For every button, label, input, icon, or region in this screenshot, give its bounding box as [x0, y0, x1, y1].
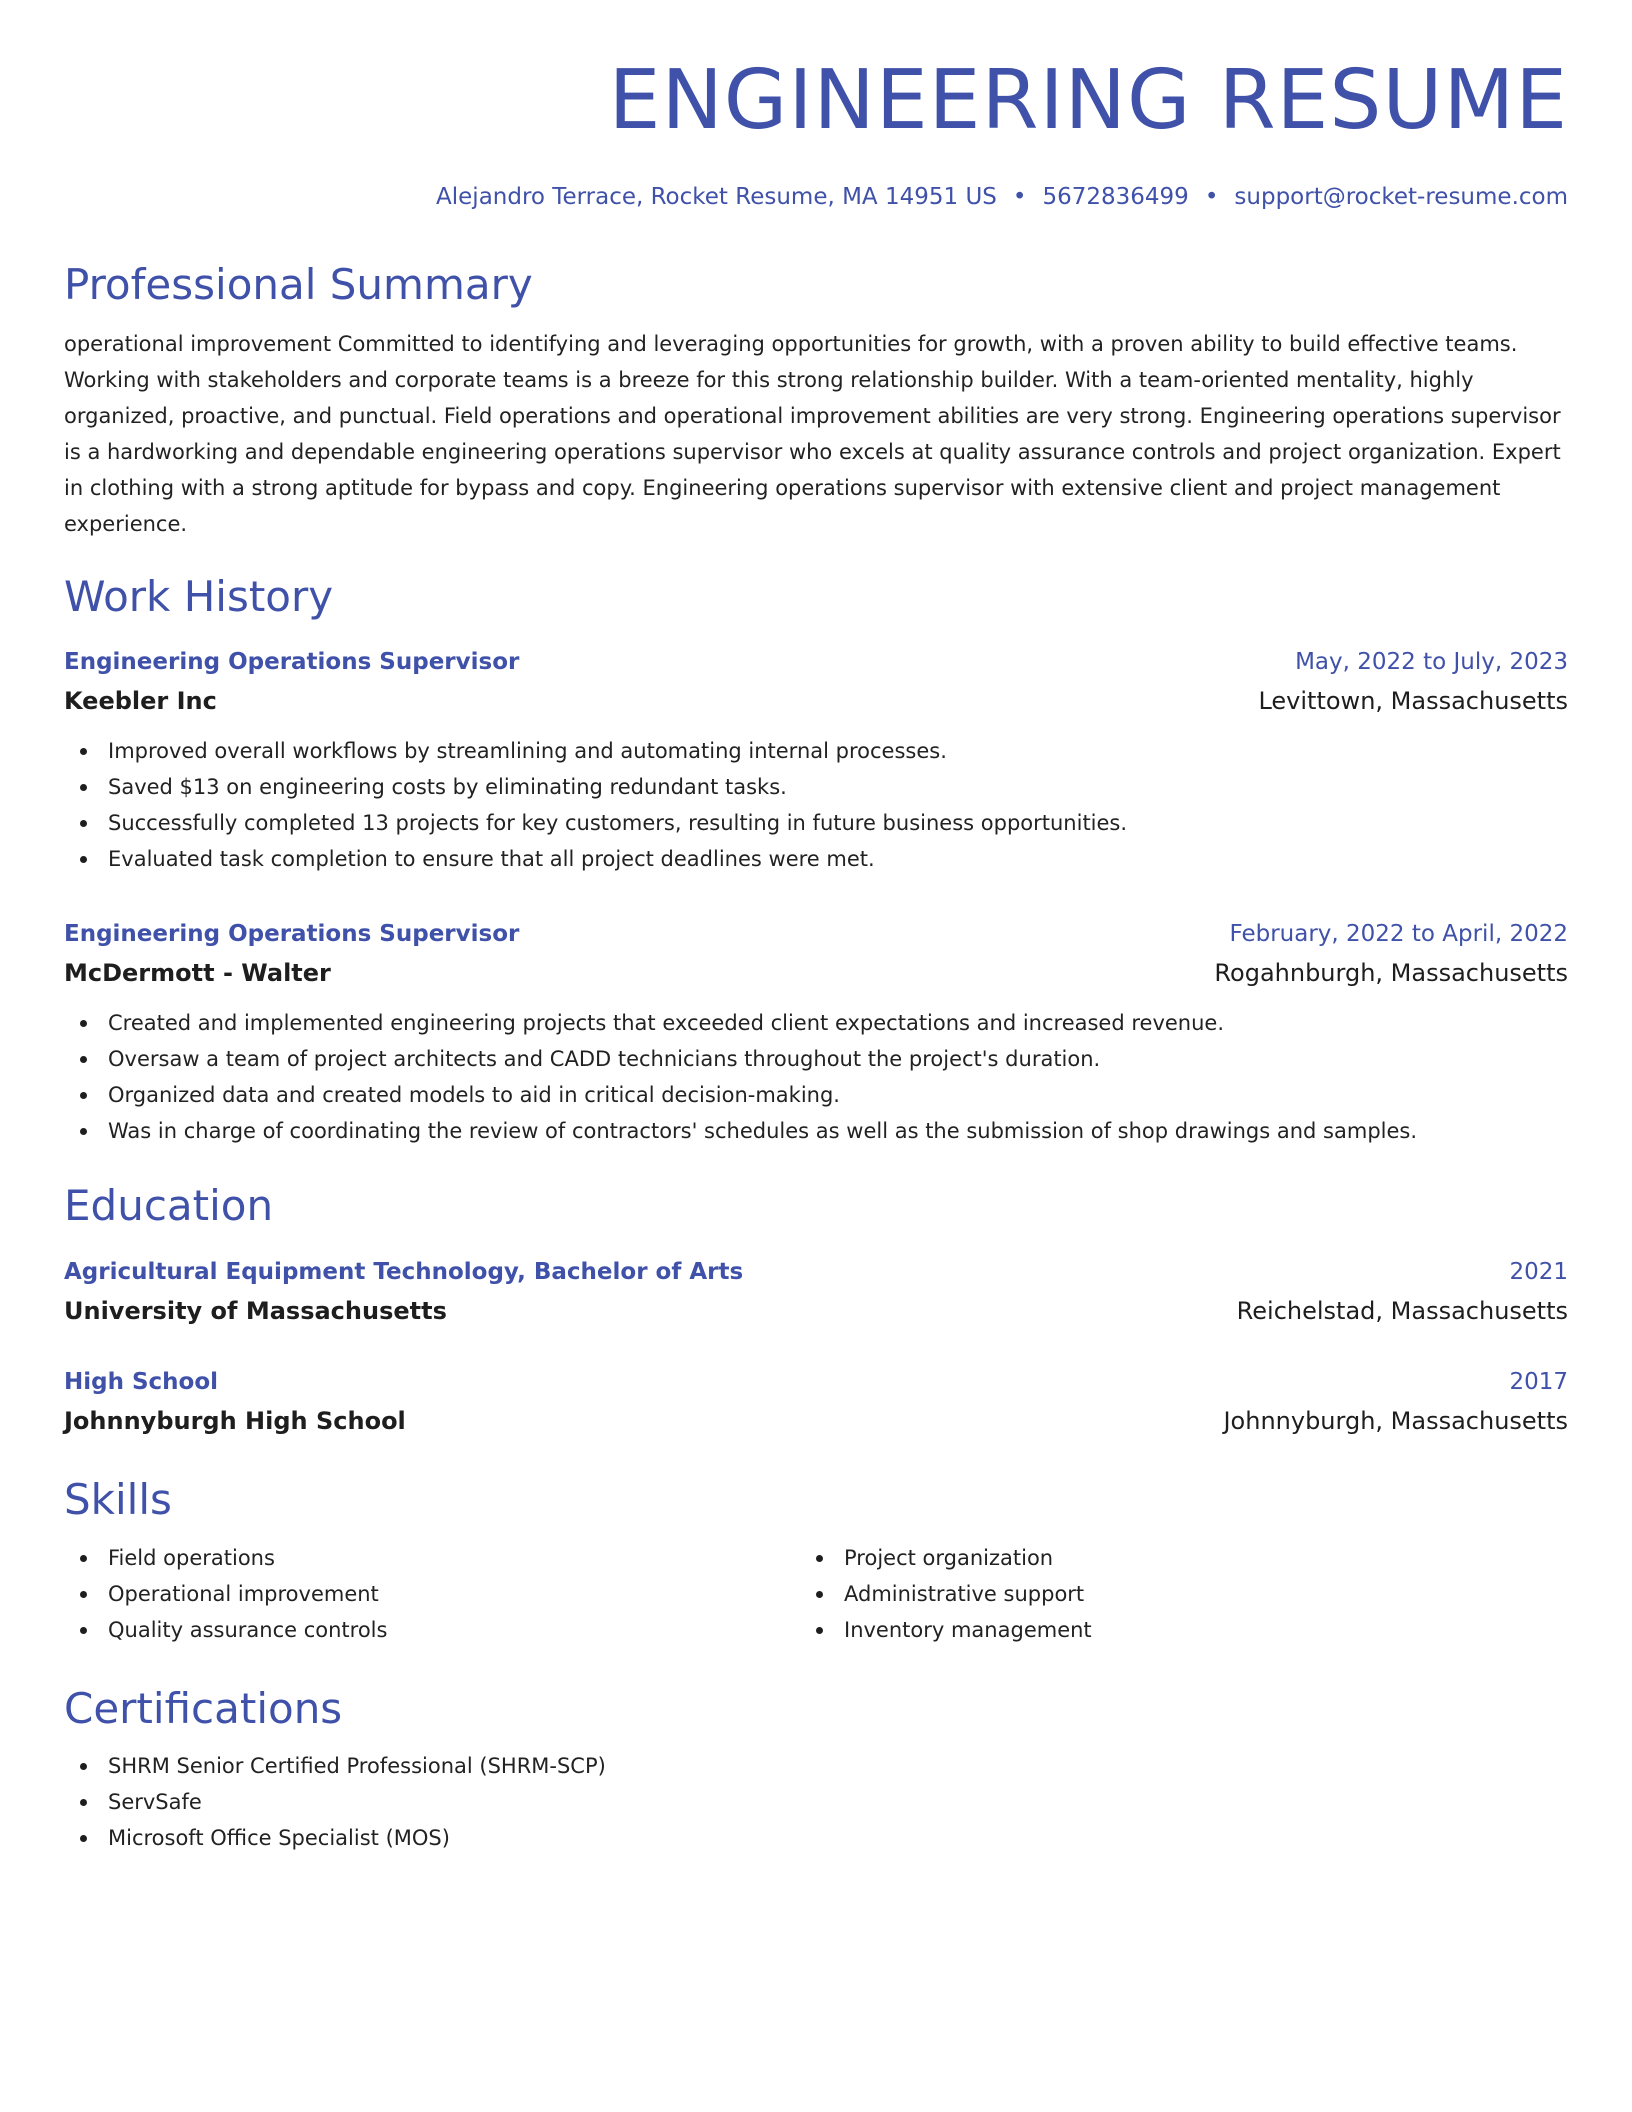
- job-dates: May, 2022 to July, 2023: [1295, 648, 1568, 675]
- contact-email: support@rocket-resume.com: [1234, 184, 1568, 210]
- education-heading: Education: [64, 1180, 274, 1230]
- job-title: Engineering Operations Supervisor: [64, 920, 520, 947]
- school-name: Johnnyburgh High School: [64, 1407, 406, 1436]
- work-history-heading: Work History: [64, 572, 334, 622]
- list-item: Microsoft Office Specialist (MOS): [64, 1820, 1568, 1856]
- contact-phone: 5672836499: [1042, 184, 1189, 210]
- education-entry-header: [64, 1255, 1568, 1289]
- school-location: Johnnyburgh, Massachusetts: [1223, 1407, 1568, 1436]
- job-bullets: [64, 733, 1568, 877]
- list-item: Administrative support: [800, 1576, 1536, 1612]
- skills-heading: Skills: [64, 1475, 172, 1525]
- education-entry-header: [64, 1365, 1568, 1399]
- education-entry-subheader: [64, 1403, 1568, 1439]
- degree-name: Agricultural Equipment Technology, Bachelor of Arts: [64, 1259, 744, 1286]
- company-name: Keebler Inc: [64, 686, 217, 715]
- school-name: University of Massachusetts: [64, 1297, 447, 1326]
- list-item: Field operations: [64, 1540, 800, 1576]
- list-item: ServSafe: [64, 1784, 1568, 1820]
- job-bullets: [64, 1005, 1568, 1149]
- list-item: SHRM Senior Certified Professional (SHRM-SCP): [64, 1748, 1568, 1784]
- work-entry-subheader: [64, 955, 1568, 991]
- work-entry-header: [64, 917, 1568, 951]
- work-entry: [64, 917, 1568, 1149]
- education-entry: [64, 1365, 1568, 1439]
- list-item: Project organization: [800, 1540, 1536, 1576]
- education-entry-subheader: [64, 1293, 1568, 1329]
- job-dates: February, 2022 to April, 2022: [1229, 920, 1568, 947]
- list-item: Was in charge of coordinating the review of contractors' schedules as well as the submission of shop drawings and samples.: [64, 1113, 1568, 1149]
- list-item: Improved overall workflows by streamlining and automating internal processes.: [64, 733, 1568, 769]
- certifications-list: [64, 1748, 1568, 1856]
- list-item: Saved $13 on engineering costs by eliminating redundant tasks.: [64, 769, 1568, 805]
- contact-separator: •: [1012, 184, 1027, 210]
- job-location: Levittown, Massachusetts: [1258, 686, 1568, 715]
- skills-column-right: [800, 1540, 1536, 1648]
- list-item: Created and implemented engineering projects that exceeded client expectations and increased revenue.: [64, 1005, 1568, 1041]
- list-item: Inventory management: [800, 1612, 1536, 1648]
- job-location: Rogahnburgh, Massachusetts: [1214, 958, 1568, 987]
- contact-line: [64, 182, 1568, 212]
- list-item: Evaluated task completion to ensure that all project deadlines were met.: [64, 841, 1568, 877]
- graduation-year: 2017: [1509, 1369, 1568, 1396]
- skills-column-left: [64, 1540, 800, 1648]
- contact-separator: •: [1204, 184, 1219, 210]
- summary-heading: Professional Summary: [64, 260, 533, 309]
- certifications-heading: Certifications: [64, 1683, 343, 1733]
- education-entry: [64, 1255, 1568, 1329]
- work-entry-subheader: [64, 683, 1568, 719]
- work-entry: [64, 645, 1568, 877]
- school-location: Reichelstad, Massachusetts: [1236, 1297, 1568, 1326]
- contact-address: Alejandro Terrace, Rocket Resume, MA 14951 US: [436, 184, 997, 210]
- skills-list: [64, 1540, 1568, 1648]
- resume-title: ENGINEERING RESUME: [608, 53, 1568, 148]
- list-item: Organized data and created models to aid in critical decision-making.: [64, 1077, 1568, 1113]
- summary-text: operational improvement Committed to identifying and leveraging opportunities for growth, with a proven ability to build effective teams. Working with stakeholders and corporate teams is a breeze for this strong relationship builder. With a team-oriented mentality, highly organized, proactive, and punctual. Field operations and operational improvement abilities are very strong. Engineering operations supervisor is a hardworking and dependable engineering operations supervisor who excels at quality assurance controls and project organization. Expert in clothing with a strong aptitude for bypass and copy. Engineering operations supervisor with extensive client and project management experience.: [64, 332, 1561, 537]
- job-title: Engineering Operations Supervisor: [64, 648, 520, 675]
- work-entry-header: [64, 645, 1568, 679]
- degree-name: High School: [64, 1369, 219, 1396]
- company-name: McDermott - Walter: [64, 958, 331, 987]
- list-item: Oversaw a team of project architects and CADD technicians throughout the project's duration.: [64, 1041, 1568, 1077]
- list-item: Successfully completed 13 projects for key customers, resulting in future business opportunities.: [64, 805, 1568, 841]
- list-item: Operational improvement: [64, 1576, 800, 1612]
- graduation-year: 2021: [1509, 1259, 1568, 1286]
- list-item: Quality assurance controls: [64, 1612, 800, 1648]
